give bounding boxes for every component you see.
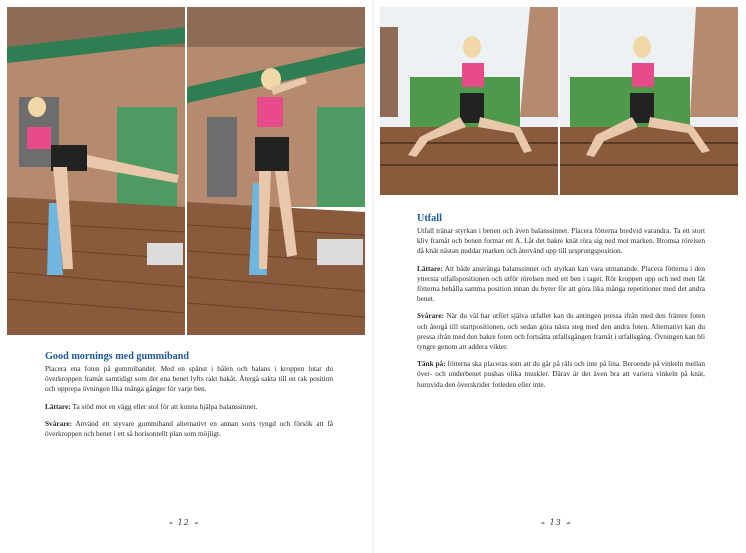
utfall-harder xyxy=(417,311,705,352)
think-text: fötterna ska placeras som att du går på räls och inte på lina. Beroende på vinkeln mellan över- och underbenet pushas olika muskler. Därav är det även bra att variera vinkeln på knät, huruvida den överskrider fotleden eller inte. xyxy=(417,359,705,389)
utfall-body xyxy=(417,226,705,397)
good-mornings-body xyxy=(45,364,333,446)
easier-label: Lättare: xyxy=(417,263,443,273)
page-number-left xyxy=(168,518,200,527)
photo-good-morning-upright xyxy=(187,7,365,335)
good-mornings-harder xyxy=(45,419,333,439)
good-mornings-intro: Placera ena foten på gummibandet. Med en spänst i bålen och balans i kroppen lutar du överkroppen framåt samtidigt som det ena benet lyfts rakt bakåt. Återgå sakta till en rak position och upprepa övningen lika många gånger för varje ben. xyxy=(45,364,333,394)
photo-lunge-side-view xyxy=(560,7,738,195)
think-label: Tänk på: xyxy=(417,359,446,369)
good-mornings-easier xyxy=(45,402,333,412)
page-gutter xyxy=(372,0,374,553)
good-mornings-heading: Good mornings med gummiband xyxy=(45,351,190,362)
folio-ornament-icon: ☙ xyxy=(565,520,572,527)
harder-label: Svårare: xyxy=(417,311,445,321)
harder-label: Svårare: xyxy=(45,418,73,428)
utfall-easier xyxy=(417,264,705,305)
page-number-right-value: 13 xyxy=(549,518,562,527)
harder-text: När du väl har utfört själva utfallet kan du antingen pressa ifrån med den främre foten och återgå till startpositionen, och sedan göra nästa steg med den andra foten. Alternativt kan du pressa ifrån med den bakre foten och fortsätta utfallsgången framåt i utfallsgång. Övningen kan bli tyngre genom att addera vikter. xyxy=(417,311,705,352)
folio-ornament-icon: ❧ xyxy=(168,520,175,527)
utfall-heading: Utfall xyxy=(417,213,442,224)
photo-good-morning-extended xyxy=(7,7,185,335)
folio-ornament-icon: ☙ xyxy=(193,520,200,527)
harder-text: Använd ett styvare gummiband alternativt en annan sorts tyngd och försök att få överkroppen och benet i ett så horisontellt plan som möjligt. xyxy=(45,418,333,439)
utfall-think xyxy=(417,359,705,390)
photo-lunge-front-view xyxy=(380,7,558,195)
folio-ornament-icon: ❧ xyxy=(540,520,547,527)
page-number-left-value: 12 xyxy=(177,518,190,527)
easier-text: Att både anstränga balanssinnet och styrkan kan vara utmanande. Placera fötterna i den yttersta utfallspositionen och utför rörelsen med ett ben i taget. Rör kroppen upp och ned men låt fötterna behålla samma position innan du byter för att göra lika många repetitioner med det andra benet. xyxy=(417,263,705,304)
easier-text: Ta stöd mot en vägg eller stol för att kunna hjälpa balanssinnet. xyxy=(70,401,258,411)
easier-label: Lättare: xyxy=(45,401,71,411)
page-number-right xyxy=(540,518,572,527)
utfall-intro: Utfall tränar styrkan i benen och även balanssinnet. Placera fötterna bredvid varandra. Ta ett stort kliv framåt och benen formar ett A. Låt det bakre knät röra sig ned mot marken. Bromsa rörelsen då knät nästan nuddar marken och återvänd upp till ursprungsposition. xyxy=(417,226,705,256)
